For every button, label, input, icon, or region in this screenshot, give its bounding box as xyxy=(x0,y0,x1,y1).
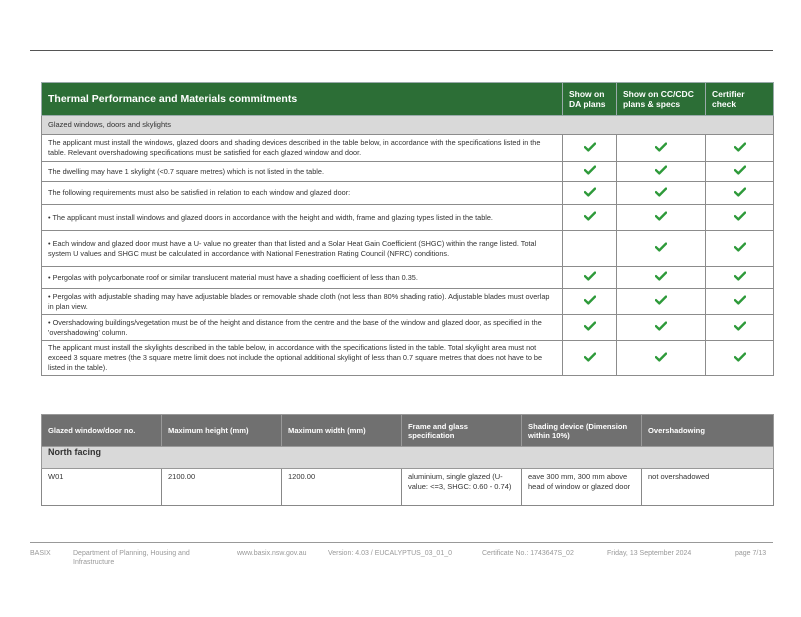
top-rule xyxy=(30,50,773,51)
commitment-row xyxy=(42,267,774,289)
check-icon xyxy=(655,142,667,152)
check-cell-da xyxy=(563,182,617,205)
check-cell-cert xyxy=(706,182,774,205)
check-cell-cert xyxy=(706,205,774,231)
check-cell-cert xyxy=(706,289,774,315)
commitment-text: The applicant must install the skylights described in the table below, in accordance with the specifications listed in the table. Total skylight area must not exceed 3 square metres (the 3 square metre limit does not include the optional additional skylight of less than 0.7 square metres that does not have to be listed in the table). xyxy=(42,341,563,376)
check-icon xyxy=(734,165,746,175)
check-cell-cc xyxy=(617,315,706,341)
header-certifier-check: Certifier check xyxy=(706,83,774,116)
check-icon xyxy=(584,352,596,362)
window-row xyxy=(42,469,774,506)
check-icon xyxy=(655,352,667,362)
check-cell-da xyxy=(563,341,617,376)
check-cell-da xyxy=(563,267,617,289)
check-icon xyxy=(655,187,667,197)
check-icon xyxy=(584,295,596,305)
check-icon xyxy=(734,271,746,281)
commitment-row xyxy=(42,162,774,182)
window-cell: 1200.00 xyxy=(282,469,402,506)
check-icon xyxy=(734,142,746,152)
commitment-row xyxy=(42,289,774,315)
group-row xyxy=(42,447,774,469)
check-cell-cc xyxy=(617,135,706,162)
windows-column-header: Frame and glass specification xyxy=(402,415,522,447)
commitment-row xyxy=(42,231,774,267)
commitment-row xyxy=(42,182,774,205)
footer-date: Friday, 13 September 2024 xyxy=(607,550,692,557)
check-icon xyxy=(584,211,596,221)
commitments-title: Thermal Performance and Materials commitments xyxy=(42,83,563,116)
check-cell-cert xyxy=(706,341,774,376)
check-cell-cert xyxy=(706,135,774,162)
commitment-row xyxy=(42,205,774,231)
check-cell-cert xyxy=(706,231,774,267)
windows-column-header: Overshadowing xyxy=(642,415,774,447)
check-icon xyxy=(584,321,596,331)
footer-basix: BASIX xyxy=(30,550,51,557)
windows-column-header: Shading device (Dimension within 10%) xyxy=(522,415,642,447)
check-icon xyxy=(655,165,667,175)
check-icon xyxy=(655,242,667,252)
commitment-text: The applicant must install the windows, glazed doors and shading devices described in the table below, in accordance with the specifications listed in the table. Relevant overshadowing specifications must be satisfied for each glazed window and door. xyxy=(42,135,563,162)
check-cell-da xyxy=(563,315,617,341)
bottom-rule xyxy=(30,542,773,543)
footer-page-number: page 7/13 xyxy=(735,550,767,557)
header-show-on-cc: Show on CC/CDC plans & specs xyxy=(617,83,706,116)
check-cell-da xyxy=(563,162,617,182)
check-cell-cc xyxy=(617,231,706,267)
commitment-text: • The applicant must install windows and glazed doors in accordance with the height and width, frame and glazing types listed in the table. xyxy=(42,205,563,231)
windows-column-header: Maximum width (mm) xyxy=(282,415,402,447)
check-cell-cc xyxy=(617,205,706,231)
windows-column-header: Glazed window/door no. xyxy=(42,415,162,447)
group-label: North facing xyxy=(42,447,774,469)
check-cell-cc xyxy=(617,267,706,289)
check-cell-cc xyxy=(617,289,706,315)
check-cell-cc xyxy=(617,162,706,182)
commitment-text: • Each window and glazed door must have a U- value no greater than that listed and a Solar Heat Gain Coefficient (SHGC) within the range listed. Total system U values and SHGC must be calculated in accordance with National Fenestration Rating Council (NFRC) conditions. xyxy=(42,231,563,267)
check-icon xyxy=(734,295,746,305)
section-row xyxy=(42,116,774,135)
check-icon xyxy=(655,211,667,221)
window-cell: eave 300 mm, 300 mm above head of window or glazed door xyxy=(522,469,642,506)
footer-department: Department of Planning, Housing and Infrastructure xyxy=(73,550,190,566)
check-cell-da xyxy=(563,231,617,267)
check-cell-cc xyxy=(617,341,706,376)
window-cell: aluminium, single glazed (U-value: <=3, SHGC: 0.60 - 0.74) xyxy=(402,469,522,506)
commitments-header-row xyxy=(42,83,774,116)
commitment-text: • Pergolas with polycarbonate roof or similar translucent material must have a shading coefficient of less than 0.35. xyxy=(42,267,563,289)
check-cell-cert xyxy=(706,162,774,182)
check-cell-cert xyxy=(706,315,774,341)
check-icon xyxy=(734,211,746,221)
check-cell-cert xyxy=(706,267,774,289)
windows-column-header: Maximum height (mm) xyxy=(162,415,282,447)
check-icon xyxy=(584,165,596,175)
check-icon xyxy=(584,142,596,152)
check-icon xyxy=(584,187,596,197)
check-icon xyxy=(655,271,667,281)
footer-website[interactable]: www.basix.nsw.gov.au xyxy=(237,550,307,557)
check-cell-da xyxy=(563,289,617,315)
window-cell: not overshadowed xyxy=(642,469,774,506)
commitments-table xyxy=(41,82,774,376)
check-icon xyxy=(734,352,746,362)
check-icon xyxy=(734,321,746,331)
footer-version: Version: 4.03 / EUCALYPTUS_03_01_0 xyxy=(328,550,453,557)
commitment-text: • Overshadowing buildings/vegetation must be of the height and distance from the centre and the base of the window and glazed door, as specified in the 'overshadowing' column. xyxy=(42,315,563,341)
check-icon xyxy=(655,295,667,305)
commitment-row xyxy=(42,341,774,376)
check-icon xyxy=(655,321,667,331)
header-show-on-da: Show on DA plans xyxy=(563,83,617,116)
check-cell-da xyxy=(563,135,617,162)
window-cell: W01 xyxy=(42,469,162,506)
check-cell-cc xyxy=(617,182,706,205)
window-cell: 2100.00 xyxy=(162,469,282,506)
commitment-text: • Pergolas with adjustable shading may have adjustable blades or removable shade cloth (not less than 80% shading ratio). Adjustable blades must overlap in plan view. xyxy=(42,289,563,315)
windows-header-row xyxy=(42,415,774,447)
section-label: Glazed windows, doors and skylights xyxy=(42,116,774,135)
footer-certificate: Certificate No.: 1743647S_02 xyxy=(482,550,574,557)
commitment-text: The dwelling may have 1 skylight (<0.7 square metres) which is not listed in the table. xyxy=(42,162,563,182)
check-icon xyxy=(734,242,746,252)
check-icon xyxy=(584,271,596,281)
commitment-row xyxy=(42,315,774,341)
commitment-text: The following requirements must also be satisfied in relation to each window and glazed door: xyxy=(42,182,563,205)
check-cell-da xyxy=(563,205,617,231)
commitment-row xyxy=(42,135,774,162)
windows-table xyxy=(41,414,774,506)
check-icon xyxy=(734,187,746,197)
